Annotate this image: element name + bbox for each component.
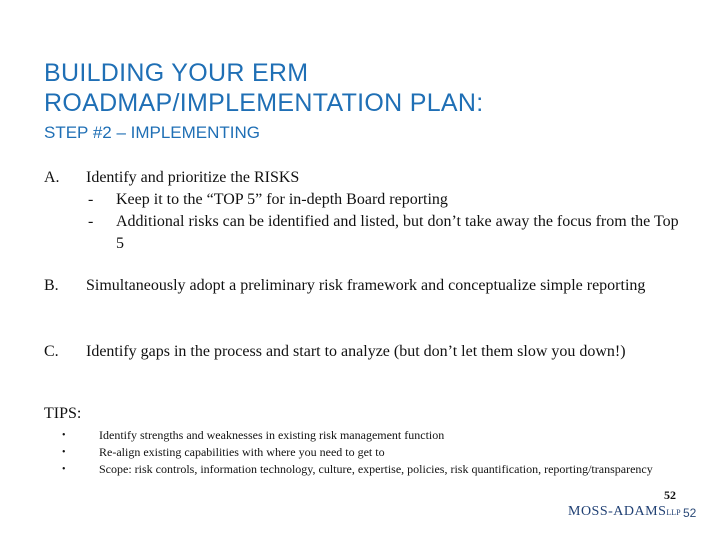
tip-text: Identify strengths and weaknesses in existing risk management function xyxy=(99,428,445,442)
item-letter: B. xyxy=(44,277,59,294)
bullet-marker: • xyxy=(62,447,66,458)
dash-marker: - xyxy=(88,213,94,230)
logo-suffix: LLP xyxy=(666,508,681,517)
page-number-bold: 52 xyxy=(664,488,676,502)
item-text: Simultaneously adopt a preliminary risk framework and conceptualize simple reporting xyxy=(86,277,646,294)
tip-text: Scope: risk controls, information technology, culture, expertise, policies, risk quantification, reporting/transparency xyxy=(99,462,653,476)
item-text: Identify gaps in the process and start to analyze (but don’t let them slow you down!) xyxy=(86,343,626,360)
slide-title xyxy=(44,58,684,118)
title-line-2: ROADMAP/IMPLEMENTATION PLAN: xyxy=(44,89,484,117)
tip-item xyxy=(62,427,662,444)
page-number: 52 xyxy=(683,506,697,520)
tip-item xyxy=(62,461,662,478)
sub-item xyxy=(86,189,686,211)
company-logo xyxy=(568,504,681,520)
bullet-marker: • xyxy=(62,430,66,441)
tips-list xyxy=(62,427,662,478)
tip-item xyxy=(62,444,662,461)
title-line-1: BUILDING YOUR ERM xyxy=(44,59,309,87)
logo-text: MOSS-ADAMS xyxy=(568,504,667,519)
dash-marker: - xyxy=(88,191,94,208)
item-letter: A. xyxy=(44,169,60,186)
sub-item xyxy=(86,211,686,255)
sub-item-text: Keep it to the “TOP 5” for in-depth Board reporting xyxy=(116,191,448,208)
bullet-marker: • xyxy=(62,464,66,475)
item-letter: C. xyxy=(44,343,59,360)
item-text: Identify and prioritize the RISKS xyxy=(86,169,300,186)
sub-item-text: Additional risks can be identified and listed, but don’t take away the focus from the Top 5 xyxy=(116,213,679,252)
slide-subtitle: STEP #2 – IMPLEMENTING xyxy=(44,123,261,142)
tips-label: TIPS: xyxy=(44,405,82,422)
tip-text: Re-align existing capabilities with where you need to get to xyxy=(99,445,385,459)
